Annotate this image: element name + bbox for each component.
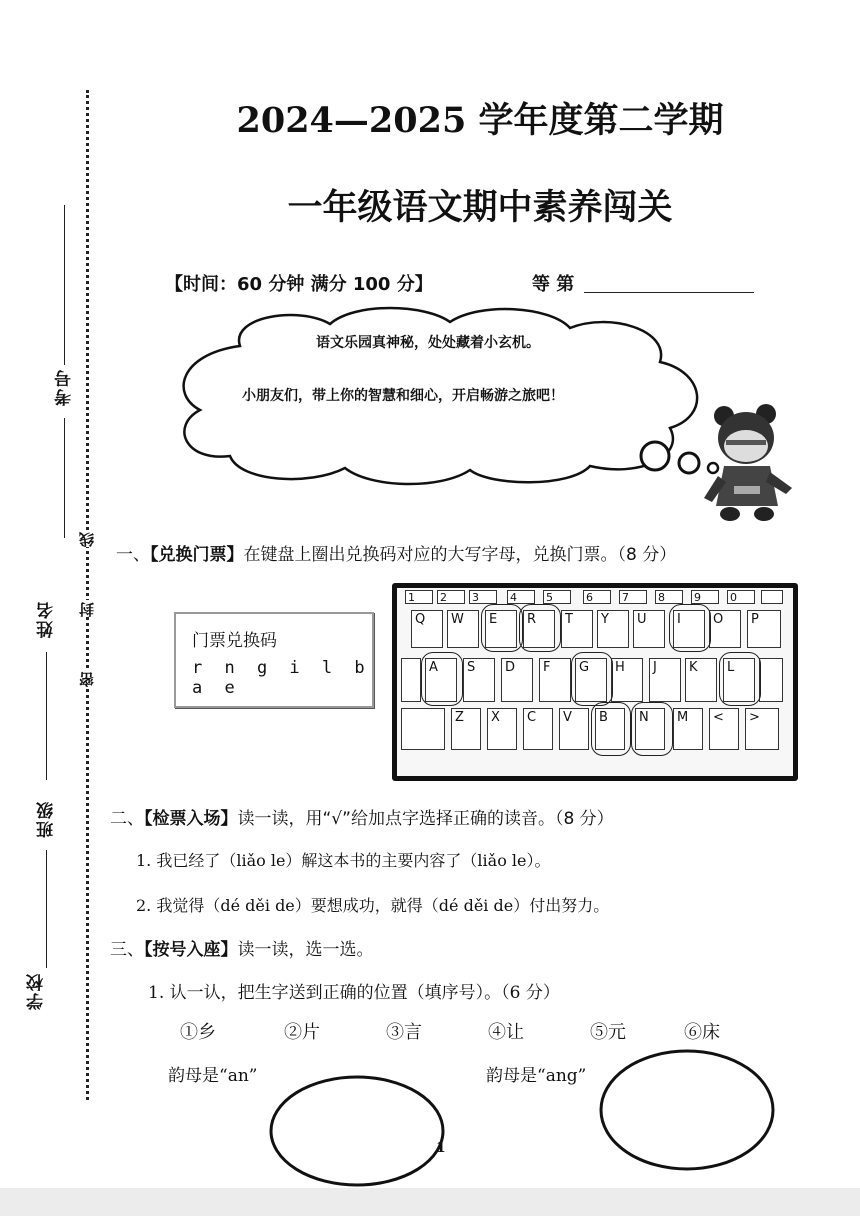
section-1-text: 在键盘上圈出兑换码对应的大写字母，兑换门票。（8 分） (243, 545, 677, 565)
key-5: 5 (543, 590, 571, 604)
key-w: W (447, 610, 479, 648)
section-1-heading (116, 540, 676, 565)
key-k: K (685, 658, 717, 702)
key-shift (401, 708, 445, 750)
circle-mark-a (421, 652, 463, 706)
key-g: G (575, 658, 607, 702)
char-option-4: ④让 (488, 1022, 524, 1043)
answer-oval-an (266, 1072, 448, 1190)
key-2: 2 (437, 590, 465, 604)
char-option-2: ②片 (284, 1022, 320, 1043)
char-option-6: ⑥床 (684, 1022, 720, 1043)
key-m: M (673, 708, 703, 750)
key-greater-than: > (745, 708, 779, 750)
exam-no-label: 考号 (55, 368, 75, 406)
section-2-question-1: 1. 我已经了（liǎo le）解这本书的主要内容了（liǎo le）。 (136, 851, 551, 870)
cloud-line-1: 语文乐园真神秘，处处藏着小玄机。 (316, 335, 540, 351)
page-title: 2024—2025 学年度第二学期 (236, 100, 724, 141)
key-n: N (635, 708, 665, 750)
circle-mark-l (719, 652, 761, 706)
section-2-text: 读一读，用“√”给加点字选择正确的读音。（8 分） (237, 809, 614, 829)
section-1-tag: 【兑换门票】 (150, 545, 244, 565)
ticket-code-value: r n g i l b a e (192, 658, 371, 698)
circle-mark-b (591, 702, 631, 756)
key-x: X (487, 708, 517, 750)
name-label: 姓名 (37, 600, 57, 638)
key-p: P (747, 610, 781, 648)
key-blank-left-row2 (401, 658, 421, 702)
rhyme-an-label: 韵母是“an” (168, 1066, 258, 1086)
section-3-number: 三、 (110, 940, 144, 960)
key-v: V (559, 708, 589, 750)
exam-no-line-lower (64, 418, 65, 538)
key-z: Z (451, 708, 481, 750)
class-label: 班级 (37, 800, 57, 838)
section-3-tag: 【按号入座】 (144, 940, 238, 960)
key-7: 7 (619, 590, 647, 604)
char-option-3: ③言 (386, 1022, 422, 1043)
key-a: A (425, 658, 457, 702)
key-l: L (723, 658, 755, 702)
circle-mark-i (669, 604, 711, 652)
key-8: 8 (655, 590, 683, 604)
section-2-heading (110, 804, 614, 829)
key-3: 3 (469, 590, 497, 604)
key-r: R (523, 610, 555, 648)
section-1-number: 一、 (116, 545, 150, 565)
seal-mark-line: 线 (78, 530, 96, 547)
circle-mark-n (631, 702, 673, 756)
key-4: 4 (507, 590, 535, 604)
exam-no-line (64, 205, 65, 365)
key-d: D (501, 658, 533, 702)
ticket-code-label: 门票兑换码 (192, 631, 277, 651)
key-0: 0 (727, 590, 755, 604)
class-line (46, 850, 47, 968)
exam-info: 【时间：60 分钟 满分 100 分】 (165, 274, 433, 295)
dotted-cut-line (86, 90, 89, 1100)
key-b: B (595, 708, 625, 750)
section-3-text: 读一读，选一选。 (237, 940, 374, 960)
key-h: H (611, 658, 643, 702)
key-blank-row2 (759, 658, 783, 702)
page-number: 1 (436, 1140, 446, 1156)
key-6: 6 (583, 590, 611, 604)
cloud-line-2: 小朋友们，带上你的智慧和细心，开启畅游之旅吧！ (242, 388, 564, 404)
seal-mark-seal: 封 (78, 600, 96, 617)
section-2-number: 二、 (110, 809, 144, 829)
key-o: O (709, 610, 741, 648)
school-label: 学校 (27, 972, 47, 1010)
key-1: 1 (405, 590, 433, 604)
char-option-5: ⑤元 (590, 1022, 626, 1043)
grade-label: 等 第 (532, 274, 575, 295)
key-c: C (523, 708, 553, 750)
section-2-question-2: 2. 我觉得（dé děi de）要想成功，就得（dé děi de）付出努力。 (136, 896, 610, 915)
key-y: Y (597, 610, 629, 648)
key-s: S (463, 658, 495, 702)
scan-bottom-margin (0, 1188, 860, 1216)
key-f: F (539, 658, 571, 702)
key-e: E (485, 610, 517, 648)
page-subtitle: 一年级语文期中素养闯关 (287, 187, 673, 228)
grade-blank-line (584, 292, 754, 293)
key-i: I (673, 610, 705, 648)
char-option-1: ①乡 (180, 1022, 216, 1043)
key-blank (761, 590, 783, 604)
seal-mark-secret: 密 (78, 670, 96, 687)
section-3-heading (110, 935, 374, 960)
key-t: T (561, 610, 593, 648)
ticket-code-box (174, 612, 374, 708)
section-2-tag: 【检票入场】 (144, 809, 238, 829)
key-9: 9 (691, 590, 719, 604)
key-q: Q (411, 610, 443, 648)
circle-mark-g (571, 652, 613, 706)
circle-mark-e (481, 604, 523, 652)
keyboard-illustration (392, 583, 798, 781)
circle-mark-r (519, 604, 561, 652)
answer-oval-ang (596, 1046, 778, 1174)
rhyme-ang-label: 韵母是“ang” (486, 1066, 587, 1086)
section-3-question-1: 1. 认一认，把生字送到正确的位置（填序号）。（6 分） (148, 983, 560, 1003)
key-less-than: < (709, 708, 739, 750)
key-j: J (649, 658, 681, 702)
name-line (46, 652, 47, 780)
key-u: U (633, 610, 665, 648)
cartoon-child-illustration (704, 402, 794, 524)
